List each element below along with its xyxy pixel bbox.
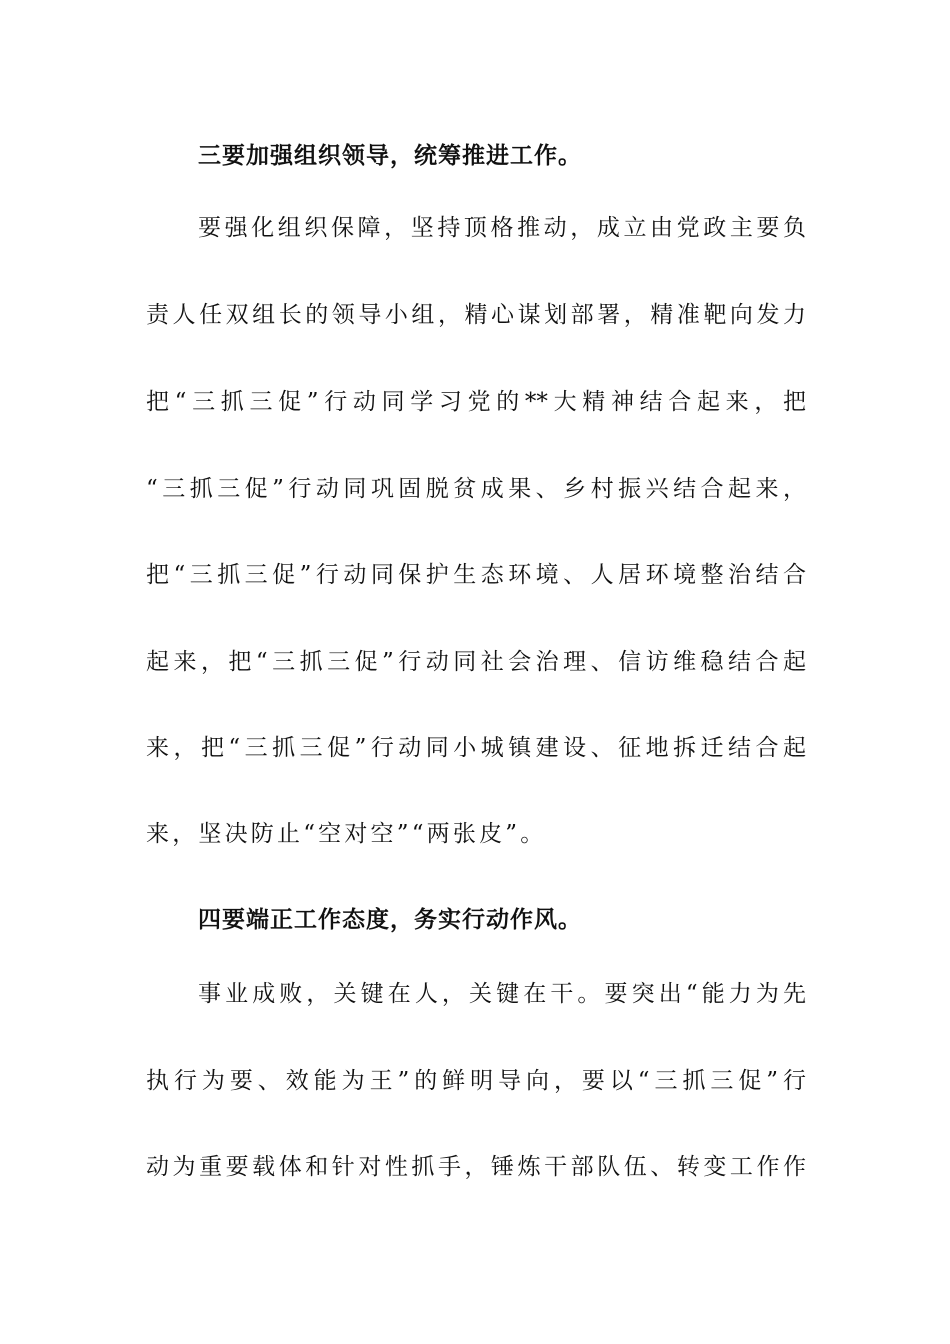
paragraph-line: 来，把“三抓三促”行动同小城镇建设、征地拆迁结合起 <box>146 735 806 761</box>
paragraph-line: 来，坚决防止“空对空”“两张皮”。 <box>146 821 547 847</box>
paragraph-line: 事业成败，关键在人，关键在干。要突出“能力为先 <box>198 981 806 1007</box>
paragraph-line: 要强化组织保障，坚持顶格推动，成立由党政主要负 <box>198 215 806 241</box>
paragraph-line: 把“三抓三促”行动同学习党的**大精神结合起来，把 <box>146 389 806 415</box>
paragraph-line: 起来，把“三抓三促”行动同社会治理、信访维稳结合起 <box>146 649 806 675</box>
paragraph-line: “三抓三促”行动同巩固脱贫成果、乡村振兴结合起来， <box>146 476 806 502</box>
paragraph-line: 责人任双组长的领导小组，精心谋划部署，精准靶向发力 <box>146 302 806 328</box>
paragraph-line: 执行为要、效能为王”的鲜明导向，要以“三抓三促”行 <box>146 1068 806 1094</box>
section-heading-4: 四要端正工作态度，务实行动作风。 <box>198 907 582 933</box>
paragraph-line: 把“三抓三促”行动同保护生态环境、人居环境整治结合 <box>146 562 806 588</box>
paragraph-line: 动为重要载体和针对性抓手，锤炼干部队伍、转变工作作 <box>146 1154 806 1180</box>
section-heading-3: 三要加强组织领导，统筹推进工作。 <box>198 143 582 169</box>
